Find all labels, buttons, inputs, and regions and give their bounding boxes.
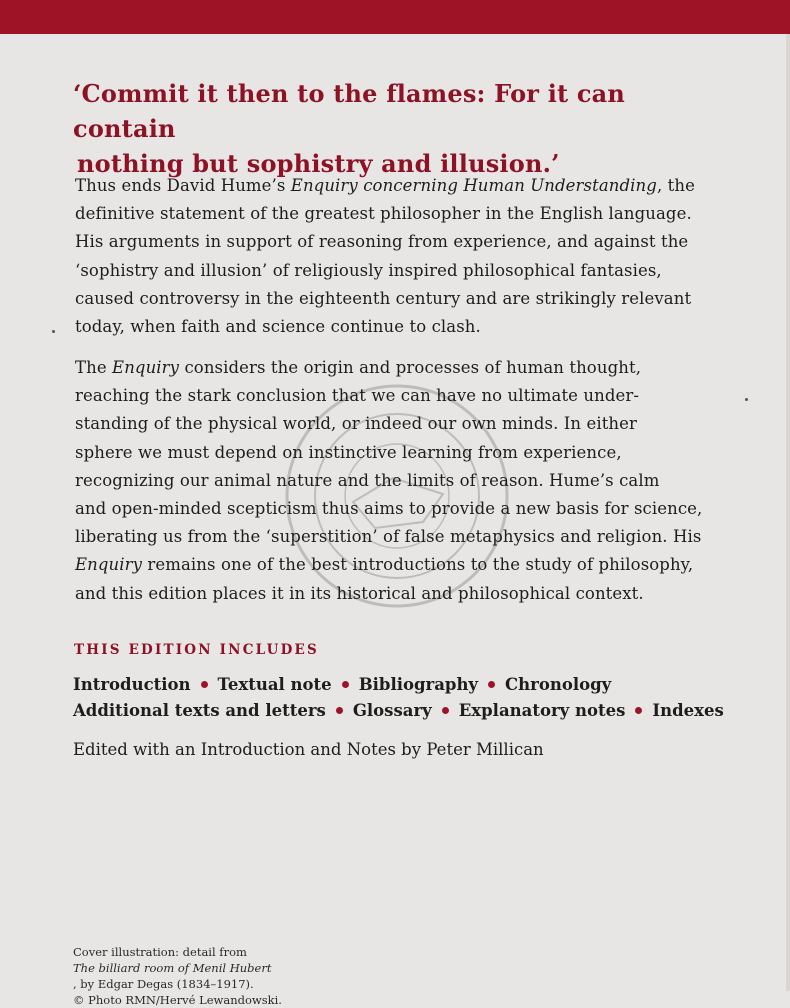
includes-row	[73, 672, 763, 698]
text-line: definitive statement of the greatest philosopher in the English language.	[75, 204, 692, 224]
includes-item: Chronology	[505, 675, 612, 694]
includes-item: Indexes	[652, 701, 724, 720]
text-line: today, when faith and science continue to clash.	[75, 317, 481, 337]
text-line: sphere we must depend on instinctive learning from experience,	[75, 442, 622, 462]
includes-item: Introduction	[73, 675, 191, 694]
text-fragment: Cover illustration: detail from	[73, 945, 247, 959]
bullet-icon	[201, 681, 208, 688]
text-fragment: The	[75, 358, 113, 377]
quote-line: ‘Commit it then to the flames: For it can contain	[73, 79, 626, 143]
includes-item: Textual note	[217, 675, 332, 694]
description-paragraph	[75, 354, 755, 608]
includes-row	[73, 698, 763, 724]
includes-item: Bibliography	[358, 675, 479, 694]
text-line: ‘sophistry and illusion’ of religiously inspired philosophical fantasies,	[75, 260, 662, 280]
text-line: His arguments in support of reasoning from experience, and against the	[75, 232, 689, 252]
book-title: Enquiry concerning Human Understanding	[290, 176, 657, 195]
includes-item: Glossary	[352, 701, 432, 720]
text-fragment: , the	[656, 176, 695, 195]
bullet-icon	[336, 707, 343, 714]
page-edge	[786, 34, 790, 991]
bullet-icon	[488, 681, 495, 688]
text-fragment: , by Edgar Degas (1834–1917).	[73, 977, 254, 991]
bullet-icon	[442, 707, 449, 714]
cover-credits	[73, 944, 723, 1008]
text-fragment: considers the origin and processes of human thought,	[179, 358, 642, 377]
text-line: standing of the physical world, or indeed our own minds. In either	[75, 414, 638, 434]
text-line: and this edition places it in its historical and philosophical context.	[75, 583, 644, 603]
artwork-title: The billiard room of Menil Hubert	[73, 961, 272, 975]
credit-line	[73, 944, 723, 992]
text-line: recognizing our animal nature and the limits of reason. Hume’s calm	[75, 470, 660, 490]
text-line: reaching the stark conclusion that we can have no ultimate under-	[75, 386, 640, 406]
quote-line: nothing but sophistry and illusion.’	[77, 149, 560, 178]
text-line: caused controversy in the eighteenth century and are strikingly relevant	[75, 288, 692, 308]
text-line	[75, 354, 755, 382]
book-title: Enquiry	[112, 358, 180, 377]
text-line: liberating us from the ‘superstition’ of false metaphysics and religion. His	[75, 527, 702, 547]
text-line: and open-minded scepticism thus aims to provide a new basis for science,	[75, 499, 703, 519]
includes-item: Explanatory notes	[458, 701, 626, 720]
bullet-icon	[635, 707, 642, 714]
editor-credit: Edited with an Introduction and Notes by Peter Millican	[73, 740, 544, 759]
dust-speck	[52, 330, 55, 333]
text-line	[75, 172, 755, 200]
edition-heading: THIS EDITION INCLUDES	[74, 642, 319, 658]
description-paragraph	[75, 172, 755, 341]
edition-includes-list	[73, 672, 763, 724]
top-color-band	[0, 0, 790, 34]
book-title: Enquiry	[75, 555, 143, 575]
text-fragment: Thus ends David Hume’s	[75, 176, 291, 195]
pull-quote	[73, 76, 713, 181]
bullet-icon	[342, 681, 349, 688]
text-fragment: remains one of the best introductions to the study of philosophy,	[142, 555, 694, 575]
text-line	[75, 551, 755, 579]
credit-line: © Photo RMN/Hervé Lewandowski.	[73, 993, 282, 1007]
includes-item: Additional texts and letters	[73, 701, 326, 720]
